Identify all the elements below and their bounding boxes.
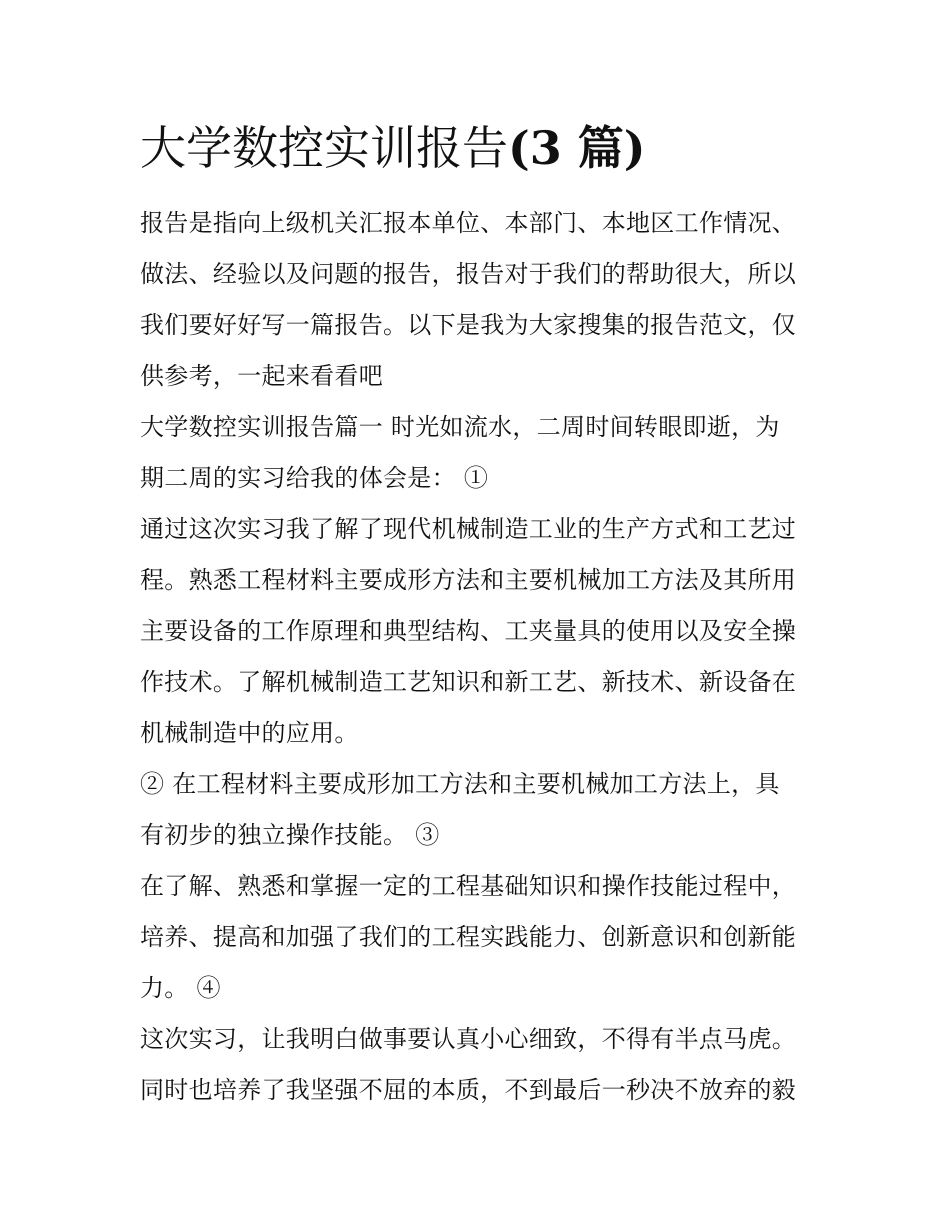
- text-line: 在了解、熟悉和掌握一定的工程基础知识和操作技能过程中，: [140, 872, 797, 900]
- text-line: 同时也培养了我坚强不屈的本质，不到最后一秒决不放弃的毅: [140, 1076, 797, 1104]
- page-title: [140, 118, 646, 178]
- text-line: 有初步的独立操作技能。 ③: [140, 821, 440, 849]
- text-line: 主要设备的工作原理和典型结构、工夹量具的使用以及安全操: [140, 617, 797, 645]
- body-text: [140, 198, 820, 1116]
- text-line: ② 在工程材料主要成形加工方法和主要机械加工方法上，具: [140, 770, 780, 798]
- text-line: 期二周的实习给我的体会是： ①: [140, 464, 489, 492]
- text-line: 做法、经验以及问题的报告，报告对于我们的帮助很大，所以: [140, 260, 797, 288]
- text-line: 大学数控实训报告篇一 时光如流水，二周时间转眼即逝，为: [140, 413, 780, 441]
- text-line: 供参考，一起来看看吧: [140, 362, 383, 390]
- text-line: 力。 ④: [140, 974, 221, 1002]
- text-line: 程。熟悉工程材料主要成形方法和主要机械加工方法及其所用: [140, 566, 797, 594]
- text-line: 报告是指向上级机关汇报本单位、本部门、本地区工作情况、: [140, 209, 797, 237]
- text-line: 机械制造中的应用。: [140, 719, 359, 747]
- text-line: 我们要好好写一篇报告。以下是我为大家搜集的报告范文，仅: [140, 311, 797, 339]
- text-line: 作技术。了解机械制造工艺知识和新工艺、新技术、新设备在: [140, 668, 797, 696]
- title-main: 大学数控实训报告: [140, 121, 508, 175]
- text-line: 培养、提高和加强了我们的工程实践能力、创新意识和创新能: [140, 923, 797, 951]
- title-suffix: (3 篇): [508, 121, 646, 175]
- text-line: 这次实习，让我明白做事要认真小心细致，不得有半点马虎。: [140, 1025, 797, 1053]
- text-line: 通过这次实习我了解了现代机械制造工业的生产方式和工艺过: [140, 515, 797, 543]
